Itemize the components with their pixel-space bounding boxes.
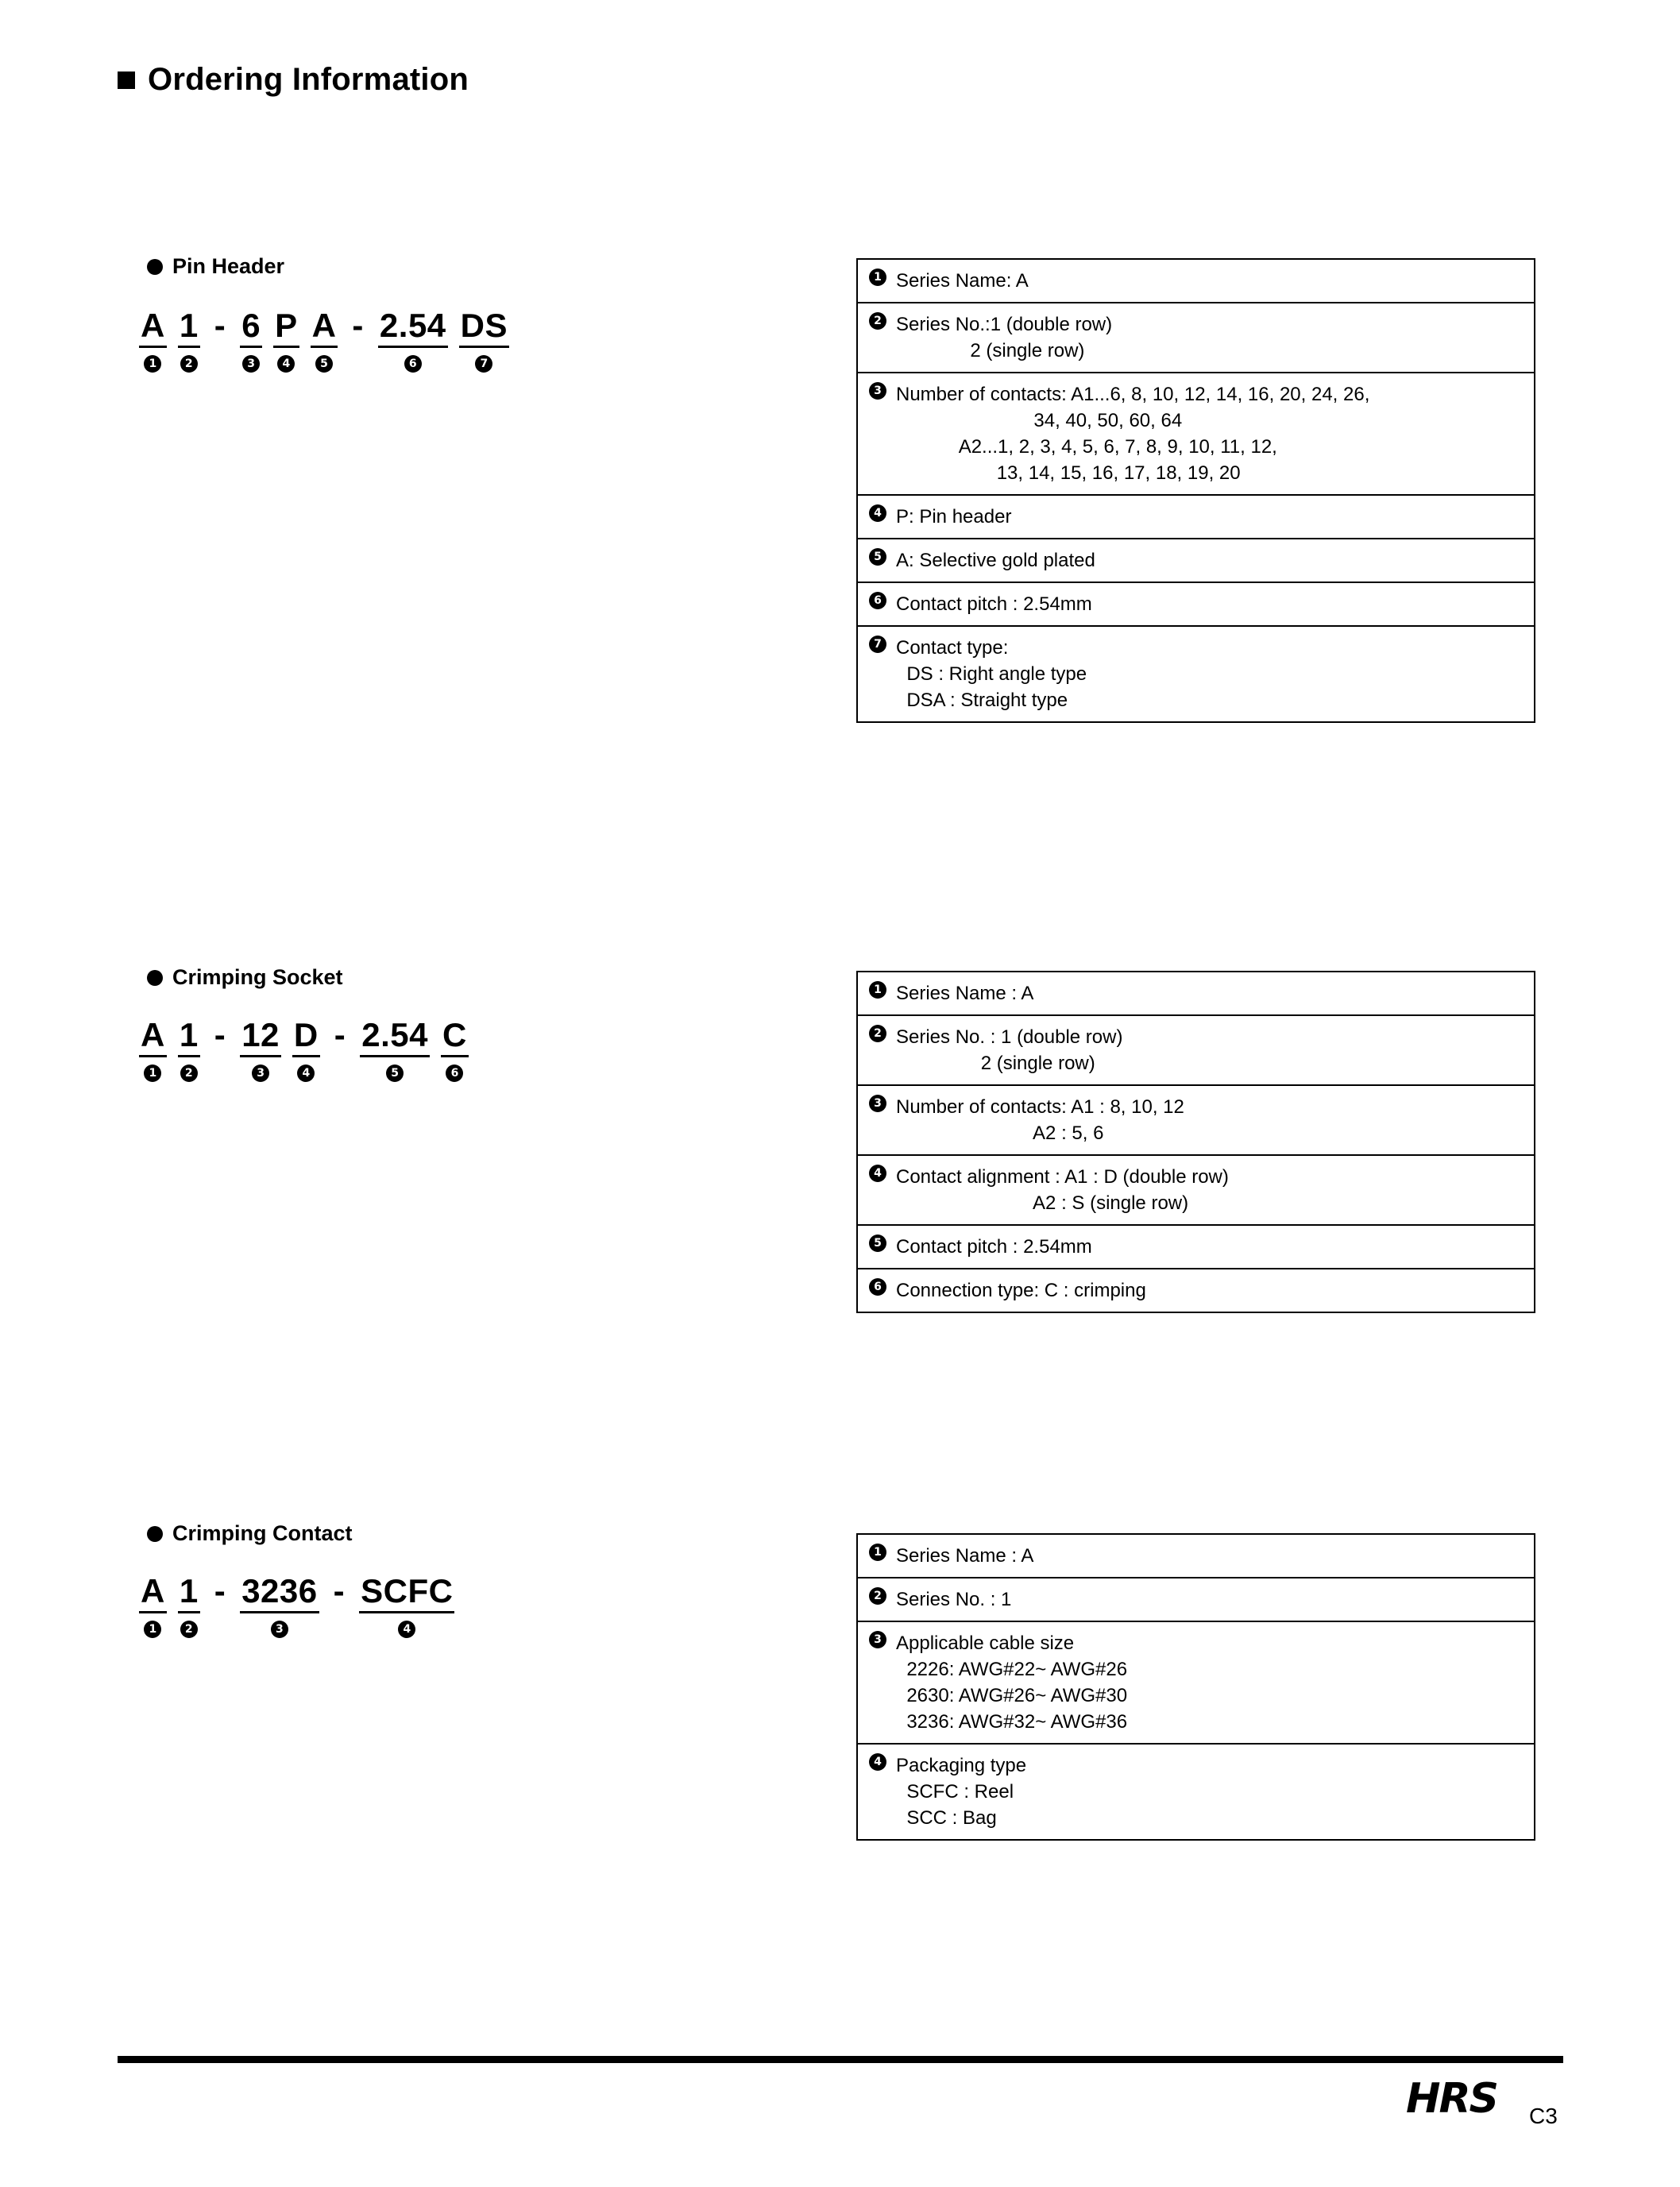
circled-number-icon: 1: [869, 1544, 886, 1561]
legend-text-line: A2 : 5, 6: [896, 1122, 1104, 1144]
circled-number-icon: 7: [869, 636, 886, 653]
legend-row: [858, 1156, 1534, 1226]
legend-row-marker: [858, 1745, 896, 1839]
code-segment-chars: A: [311, 306, 338, 348]
code-segment: [350, 306, 365, 373]
circled-number-icon: 5: [386, 1065, 404, 1082]
code-segment-chars: 2.54: [378, 306, 448, 348]
legend-text-line: DS : Right angle type: [896, 663, 1087, 685]
section-heading-pin-header: [147, 254, 284, 279]
code-segment-marker: [273, 351, 299, 375]
legend-row-marker: [858, 1535, 896, 1577]
code-segment-chars: -: [352, 307, 364, 344]
legend-text-line: 3236: AWG#32~ AWG#36: [896, 1711, 1128, 1733]
legend-row: [858, 1086, 1534, 1156]
legend-row-text: [896, 1016, 1534, 1084]
section-heading-crimping-socket: [147, 965, 343, 990]
legend-row-marker: [858, 1578, 896, 1621]
legend-text-line: Series Name : A: [896, 983, 1034, 1004]
legend-text-line: Series No.:1 (double row): [896, 314, 1113, 335]
legend-row-marker: [858, 627, 896, 721]
footer-divider: [118, 2056, 1563, 2063]
part-number-code-crimping-socket: [139, 1015, 480, 1084]
code-segment-marker: [139, 1617, 167, 1640]
legend-text-line: Contact pitch : 2.54mm: [896, 593, 1092, 615]
circled-number-icon: 1: [144, 1621, 161, 1638]
circled-number-icon: 1: [144, 355, 161, 373]
circled-number-icon: 2: [869, 312, 886, 330]
code-segment: [273, 306, 299, 375]
legend-row-text: [896, 1745, 1534, 1839]
code-segment: [459, 306, 509, 375]
code-segment-marker: [139, 1061, 167, 1084]
circled-number-icon: 3: [271, 1621, 288, 1638]
code-segment-chars: 1: [178, 306, 200, 348]
code-segment-chars: D: [292, 1015, 320, 1057]
legend-text-line: Contact pitch : 2.54mm: [896, 1236, 1092, 1258]
code-segment: [213, 1015, 228, 1082]
code-segment: [213, 1571, 228, 1638]
code-segment: [378, 306, 448, 375]
code-segment: [332, 1571, 347, 1638]
code-segment-marker: [378, 351, 448, 375]
circled-number-icon: 1: [869, 981, 886, 999]
legend-row-text: [896, 1269, 1534, 1312]
legend-row: [858, 1269, 1534, 1312]
code-segment-chars: 2.54: [360, 1015, 430, 1057]
code-segment: [139, 1015, 167, 1084]
legend-row-text: [896, 260, 1534, 302]
circled-number-icon: 1: [144, 1065, 161, 1082]
legend-row-text: [896, 972, 1534, 1014]
legend-text-line: Contact type:: [896, 637, 1009, 659]
code-segment-chars: C: [441, 1015, 469, 1057]
circled-number-icon: 2: [869, 1025, 886, 1042]
legend-text-line: 2630: AWG#26~ AWG#30: [896, 1685, 1128, 1706]
legend-text-line: Packaging type: [896, 1755, 1027, 1776]
section-heading-text: Pin Header: [172, 254, 285, 278]
code-segment-chars: 1: [178, 1571, 200, 1613]
legend-text-line: SCFC : Reel: [896, 1781, 1014, 1803]
legend-row-text: [896, 303, 1534, 372]
circled-number-icon: 3: [869, 1631, 886, 1648]
code-segment-marker: [178, 351, 200, 375]
legend-table-crimping-socket: [856, 971, 1535, 1313]
legend-row: [858, 627, 1534, 721]
code-segment-chars: 12: [240, 1015, 281, 1057]
legend-row-text: [896, 496, 1534, 538]
legend-text-line: Applicable cable size: [896, 1633, 1075, 1654]
code-segment: [311, 306, 338, 375]
code-segment-chars: A: [139, 1571, 167, 1613]
circled-number-icon: 5: [315, 355, 333, 373]
legend-text-line: Contact alignment : A1 : D (double row): [896, 1166, 1229, 1188]
legend-text-line: SCC : Bag: [896, 1807, 997, 1829]
legend-text-line: Series Name : A: [896, 1545, 1034, 1567]
legend-row: [858, 260, 1534, 303]
code-segment-chars: -: [214, 1016, 226, 1053]
legend-text-line: A2...1, 2, 3, 4, 5, 6, 7, 8, 9, 10, 11, 12,: [896, 436, 1277, 458]
code-segment: [240, 306, 262, 375]
code-segment-marker: [240, 1061, 281, 1084]
square-bullet-icon: [118, 71, 135, 89]
circled-number-icon: 3: [252, 1065, 269, 1082]
code-segment-chars: 3236: [240, 1571, 319, 1613]
circled-number-icon: 6: [404, 355, 422, 373]
code-segment-chars: P: [273, 306, 299, 348]
circled-number-icon: 4: [297, 1065, 315, 1082]
legend-text-line: Series No. : 1: [896, 1589, 1012, 1610]
code-segment-chars: DS: [459, 306, 509, 348]
legend-text-line: 2 (single row): [896, 340, 1085, 361]
code-segment-marker: [459, 351, 509, 375]
code-segment: [240, 1571, 319, 1640]
code-segment-marker: [240, 351, 262, 375]
code-segment: [213, 306, 228, 373]
part-number-code-pin-header: [139, 306, 520, 375]
legend-row: [858, 496, 1534, 539]
circled-number-icon: 4: [398, 1621, 415, 1638]
code-segment-chars: -: [214, 1572, 226, 1609]
circled-number-icon: 6: [869, 592, 886, 609]
circled-number-icon: 2: [869, 1587, 886, 1605]
code-segment-chars: A: [139, 306, 167, 348]
code-segment: [178, 1015, 200, 1084]
circled-number-icon: 2: [180, 1621, 198, 1638]
legend-row-marker: [858, 539, 896, 582]
code-segment: [240, 1015, 281, 1084]
section-heading-text: Crimping Contact: [172, 1521, 353, 1545]
legend-text-line: 2226: AWG#22~ AWG#26: [896, 1659, 1128, 1680]
legend-row: [858, 1535, 1534, 1578]
legend-text-line: 2 (single row): [896, 1053, 1095, 1074]
code-segment: [359, 1571, 454, 1640]
code-segment-chars: -: [333, 1572, 346, 1609]
legend-row-marker: [858, 583, 896, 625]
legend-row-marker: [858, 972, 896, 1014]
code-segment-marker: [360, 1061, 430, 1084]
legend-text-line: P: Pin header: [896, 506, 1012, 527]
section-heading-crimping-contact: [147, 1521, 353, 1546]
bullet-dot-icon: [147, 1526, 163, 1542]
code-segment: [178, 1571, 200, 1640]
legend-row-text: [896, 1086, 1534, 1154]
legend-table-crimping-contact: [856, 1533, 1535, 1841]
code-segment-chars: SCFC: [359, 1571, 454, 1613]
code-segment-chars: A: [139, 1015, 167, 1057]
code-segment-marker: [178, 1617, 200, 1640]
code-segment-marker: [178, 1061, 200, 1084]
code-segment: [333, 1015, 348, 1082]
legend-row-text: [896, 583, 1534, 625]
legend-text-line: Series No. : 1 (double row): [896, 1026, 1123, 1048]
legend-text-line: Series Name: A: [896, 270, 1029, 292]
legend-text-line: A2 : S (single row): [896, 1192, 1189, 1214]
legend-row-text: [896, 1535, 1534, 1577]
circled-number-icon: 5: [869, 1235, 886, 1252]
legend-text-line: 34, 40, 50, 60, 64: [896, 410, 1183, 431]
legend-row-marker: [858, 1622, 896, 1743]
legend-row-marker: [858, 260, 896, 302]
legend-row-marker: [858, 1226, 896, 1268]
page-title-text: Ordering Information: [148, 62, 469, 97]
code-segment: [139, 306, 167, 375]
legend-row: [858, 1622, 1534, 1745]
legend-row: [858, 1578, 1534, 1622]
circled-number-icon: 7: [475, 355, 492, 373]
code-segment-marker: [359, 1617, 454, 1640]
circled-number-icon: 4: [869, 1753, 886, 1771]
circled-number-icon: 5: [869, 548, 886, 566]
code-segment-chars: -: [334, 1016, 346, 1053]
legend-row-marker: [858, 373, 896, 494]
legend-row: [858, 303, 1534, 373]
circled-number-icon: 3: [869, 1095, 886, 1112]
code-segment-marker: [292, 1061, 320, 1084]
legend-row-marker: [858, 1156, 896, 1224]
legend-text-line: Connection type: C : crimping: [896, 1280, 1146, 1301]
legend-text-line: Number of contacts: A1...6, 8, 10, 12, 14, 16, 20, 24, 26,: [896, 384, 1370, 405]
bullet-dot-icon: [147, 259, 163, 275]
code-segment: [178, 306, 200, 375]
legend-text-line: Number of contacts: A1 : 8, 10, 12: [896, 1096, 1184, 1118]
legend-row: [858, 1016, 1534, 1086]
circled-number-icon: 3: [869, 382, 886, 400]
code-segment: [360, 1015, 430, 1084]
legend-row: [858, 539, 1534, 583]
code-segment-marker: [441, 1061, 469, 1084]
legend-row: [858, 373, 1534, 496]
page-title: [118, 62, 469, 98]
circled-number-icon: 3: [242, 355, 260, 373]
legend-row-text: [896, 627, 1534, 721]
legend-row-marker: [858, 496, 896, 538]
legend-row-text: [896, 373, 1534, 494]
legend-row-marker: [858, 303, 896, 372]
legend-row-text: [896, 1156, 1534, 1224]
legend-row-marker: [858, 1016, 896, 1084]
legend-text-line: DSA : Straight type: [896, 690, 1068, 711]
code-segment-chars: -: [214, 307, 226, 344]
code-segment: [441, 1015, 469, 1084]
legend-row: [858, 583, 1534, 627]
legend-row-text: [896, 1622, 1534, 1743]
legend-text-line: 13, 14, 15, 16, 17, 18, 19, 20: [896, 462, 1241, 484]
legend-row: [858, 1745, 1534, 1839]
section-heading-text: Crimping Socket: [172, 965, 343, 989]
company-logo: HRS: [1406, 2075, 1498, 2123]
circled-number-icon: 6: [869, 1278, 886, 1296]
circled-number-icon: 4: [277, 355, 295, 373]
legend-text-line: A: Selective gold plated: [896, 550, 1095, 571]
legend-row: [858, 1226, 1534, 1269]
circled-number-icon: 6: [446, 1065, 463, 1082]
legend-row-text: [896, 539, 1534, 582]
legend-table-pin-header: [856, 258, 1535, 723]
code-segment-chars: 6: [240, 306, 262, 348]
part-number-code-crimping-contact: [139, 1571, 465, 1640]
legend-row: [858, 972, 1534, 1016]
circled-number-icon: 4: [869, 1165, 886, 1182]
legend-row-text: [896, 1578, 1534, 1621]
legend-row-text: [896, 1226, 1534, 1268]
code-segment-chars: 1: [178, 1015, 200, 1057]
code-segment-marker: [139, 351, 167, 375]
circled-number-icon: 2: [180, 1065, 198, 1082]
code-segment: [292, 1015, 320, 1084]
page-number: C3: [1529, 2104, 1558, 2128]
legend-row-marker: [858, 1086, 896, 1154]
circled-number-icon: 1: [869, 269, 886, 286]
circled-number-icon: 2: [180, 355, 198, 373]
code-segment-marker: [240, 1617, 319, 1640]
circled-number-icon: 4: [869, 504, 886, 522]
code-segment: [139, 1571, 167, 1640]
legend-row-marker: [858, 1269, 896, 1312]
bullet-dot-icon: [147, 970, 163, 986]
code-segment-marker: [311, 351, 338, 375]
